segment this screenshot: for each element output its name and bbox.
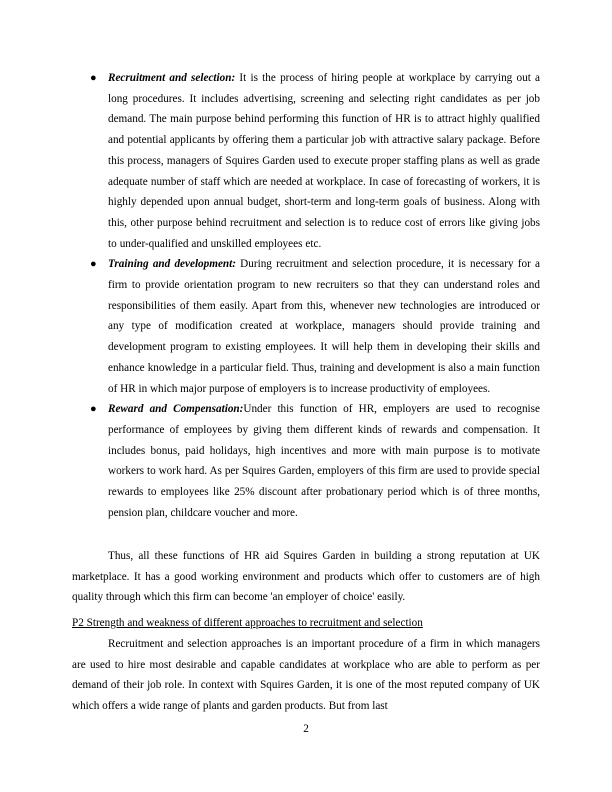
list-item-text: During recruitment and selection procedure, it is necessary for a firm to provide orientation program to new recruiters so that they can understand roles and responsibilities of them easily. Apart from this, whenever new technologies are introduced or any type of modification created at workplace, managers should provide training and development program to existing employees. It will help them in developing their skills and enhance knowledge in a particular field. Thus, training and development is also a main function of HR in which major purpose of employers is to increase productivity of employees.: [108, 258, 540, 395]
conclusion-paragraph: [72, 546, 540, 608]
list-item-lead: Recruitment and selection:: [108, 72, 236, 84]
list-item-lead: Training and development:: [108, 258, 236, 271]
section-heading: P2 Strength and weakness of different approaches to recruitment and selection: [72, 617, 423, 629]
hr-functions-list: [90, 68, 540, 523]
page-number: 2: [303, 723, 309, 735]
bullet-icon: ●: [90, 258, 97, 271]
list-item-text: Under this function of HR, employers are used to recognise performance of employees by giving them different kinds of rewards and compensation. It includes bonus, paid holidays, high incentives and more with main purpose is to motivate workers to work hard. As per Squires Garden, employers of this firm are used to provide special rewards to employees like 25% discount after probationary period which is of three months, pension plan, childcare voucher and more.: [108, 403, 540, 519]
list-item-recruitment: [90, 68, 540, 254]
list-item-lead: Reward and Compensation:: [108, 403, 244, 416]
list-item-reward: [90, 399, 540, 523]
section-paragraph-text: Recruitment and selection approaches is an important procedure of a firm in which managers are used to hire most desirable and capable candidates at workplace who are able to perform as per demand of their job role. In context with Squires Garden, it is one of the most reputed company of UK which offers a wide range of plants and garden products. But from last: [72, 638, 540, 713]
conclusion-text: Thus, all these functions of HR aid Squires Garden in building a strong reputation at UK marketplace. It has a good working environment and products which offer to customers are of high quality through which this firm can become 'an employer of choice' easily.: [72, 550, 540, 604]
list-item-text: It is the process of hiring people at workplace by carrying out a long procedures. It includes advertising, screening and selecting right candidates as per job demand. The main purpose behind performing this function of HR is to attract highly qualified and potential applicants by offering them a particular job with attractive salary package. Before this process, managers of Squires Garden used to execute proper staffing plans as well as grade adequate number of staff which are needed at workplace. In case of forecasting of workers, it is highly depended upon annual budget, short-term and long-term goals of business. Along with this, other purpose behind recruitment and selection is to reduce cost of errors like giving jobs to under-qualified and unskilled employees etc.: [108, 72, 540, 250]
bullet-icon: ●: [90, 72, 97, 84]
list-item-training: [90, 254, 540, 399]
section-paragraph: [72, 634, 540, 717]
bullet-icon: ●: [90, 403, 97, 416]
